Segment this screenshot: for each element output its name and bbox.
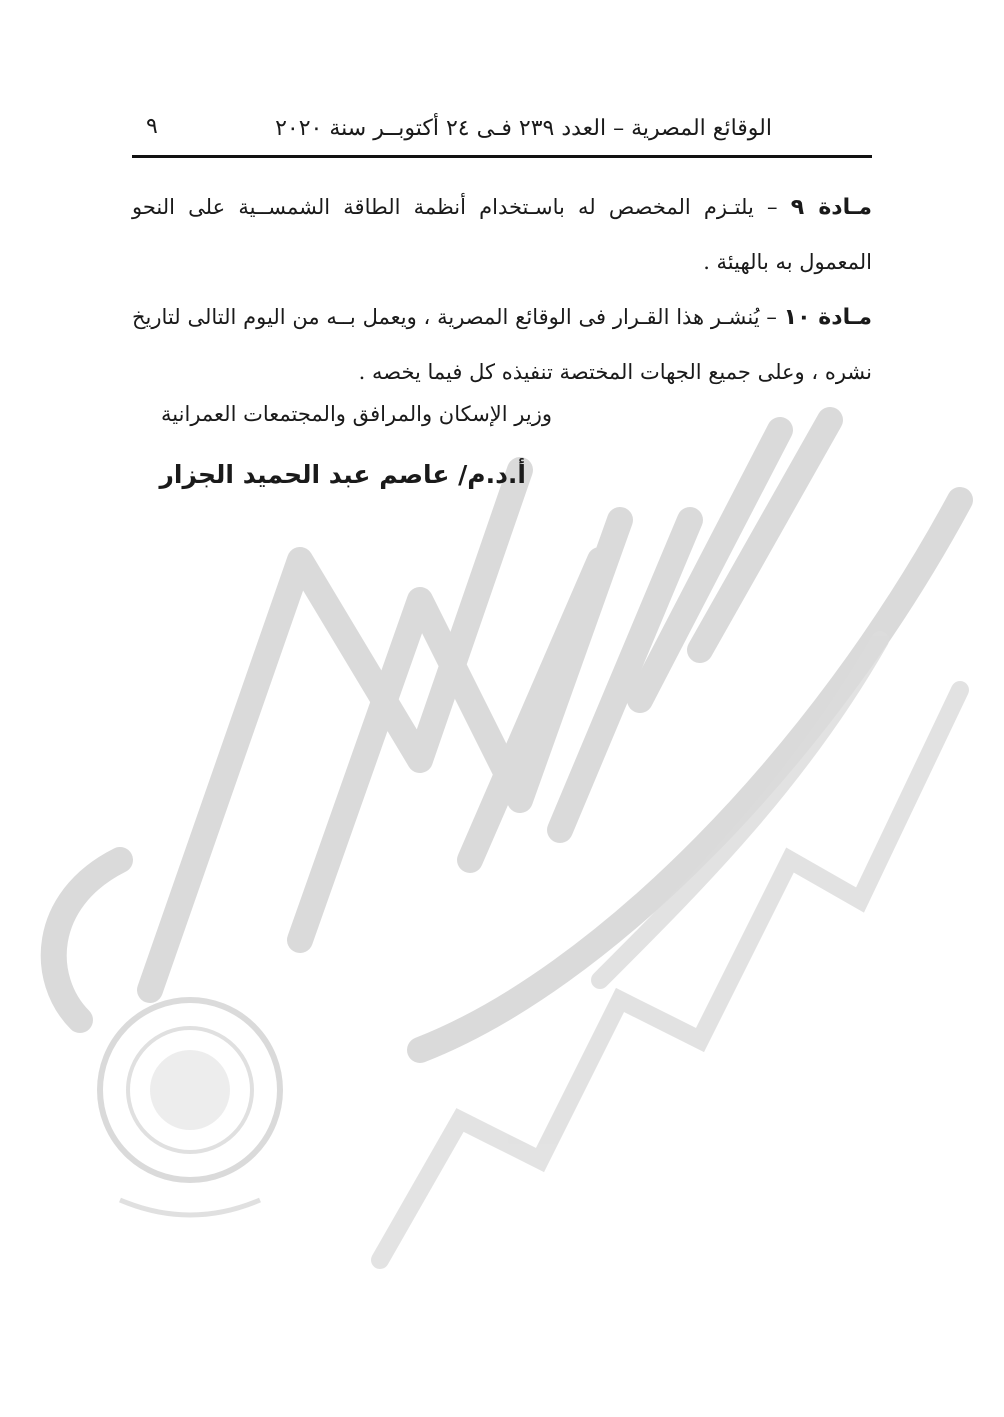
article-10 (132, 290, 872, 399)
article-9 (132, 180, 872, 289)
article-9-text: – يلتـزم المخصص له باسـتخدام أنظمة الطاقة الشمســية على النحو المعمول به بالهيئة . (132, 195, 872, 274)
emblem-seal (100, 1000, 280, 1215)
page-number: ٩ (146, 114, 158, 139)
header-divider (132, 155, 872, 158)
page-header (132, 112, 872, 152)
article-9-label: مـادة ٩ (790, 195, 872, 220)
article-10-text: – يُنشـر هذا القـرار فى الوقائع المصرية ، ويعمل بــه من اليوم التالى لتاريخ نشره ، وعلى جميع الجهات المختصة تنفيذه كل فيما يخصه . (132, 305, 872, 384)
article-10-label: مـادة ١٠ (783, 305, 872, 330)
gazette-header-title: الوقائع المصرية – العدد ٢٣٩ فـى ٢٤ أكتوبــر سنة ٢٠٢٠ (275, 116, 772, 141)
minister-name: أ.د.م/ عاصم عبد الحميد الجزار (159, 460, 526, 489)
minister-title: وزير الإسكان والمرافق والمجتمعات العمرانية (161, 402, 552, 426)
